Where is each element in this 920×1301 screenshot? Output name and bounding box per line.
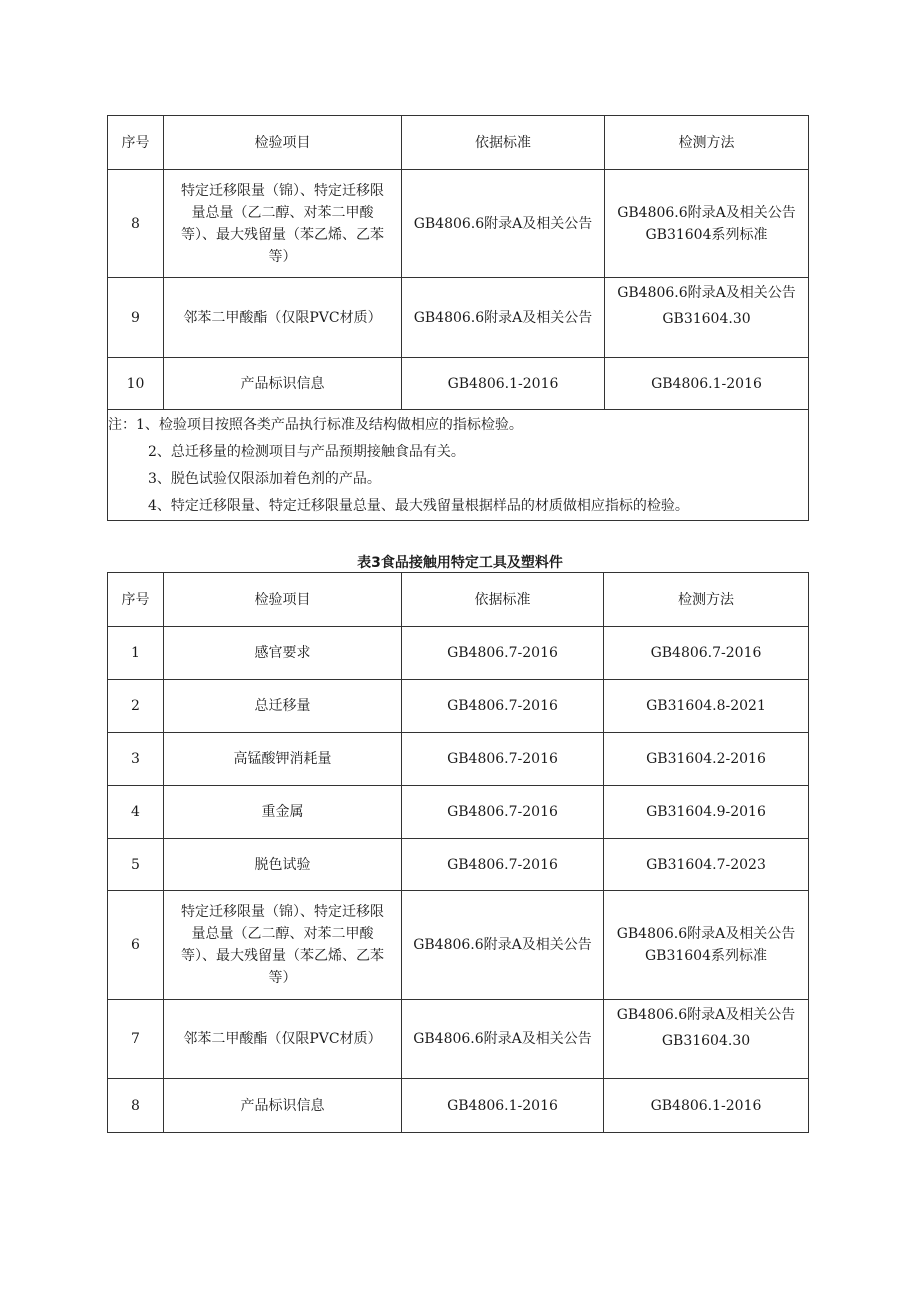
- inspection-table-2: [107, 572, 809, 1133]
- header-standard: 依据标准: [402, 573, 604, 627]
- row-method: GB4806.6附录A及相关公告 GB31604系列标准: [605, 170, 809, 278]
- row-no: 9: [108, 278, 164, 358]
- row-item: 脱色试验: [164, 839, 402, 891]
- table-header-row: [108, 116, 809, 170]
- row-standard: GB4806.1-2016: [402, 1079, 604, 1133]
- row-method: GB31604.7-2023: [604, 839, 809, 891]
- row-item: 高锰酸钾消耗量: [164, 733, 402, 786]
- row-no: 8: [108, 1079, 164, 1133]
- row-method: GB31604.9-2016: [604, 786, 809, 839]
- note-line: 注：1、检验项目按照各类产品执行标准及结构做相应的指标检验。: [108, 417, 523, 433]
- table-row: [108, 170, 809, 278]
- row-no: 1: [108, 627, 164, 680]
- notes-cell: [108, 410, 809, 521]
- row-method: GB31604.8-2021: [604, 680, 809, 733]
- row-standard: GB4806.7-2016: [402, 786, 604, 839]
- row-method: GB4806.6附录A及相关公告 GB31604.30: [604, 1000, 809, 1079]
- row-standard: GB4806.7-2016: [402, 627, 604, 680]
- table-row: [108, 891, 809, 1000]
- row-no: 6: [108, 891, 164, 1000]
- inspection-table-1: [107, 115, 809, 521]
- row-item: 产品标识信息: [164, 1079, 402, 1133]
- table-caption: 表3食品接触用特定工具及塑料件: [357, 555, 563, 571]
- row-item: 邻苯二甲酸酯（仅限PVC材质）: [164, 278, 402, 358]
- row-standard: GB4806.7-2016: [402, 839, 604, 891]
- row-no: 2: [108, 680, 164, 733]
- note-line: 2、总迁移量的检测项目与产品预期接触食品有关。: [148, 444, 465, 460]
- note-line: 4、特定迁移限量、特定迁移限量总量、最大残留量根据样品的材质做相应指标的检验。: [148, 498, 689, 514]
- header-item: 检验项目: [164, 116, 402, 170]
- row-standard: GB4806.6附录A及相关公告: [402, 170, 605, 278]
- row-standard: GB4806.7-2016: [402, 733, 604, 786]
- row-method: GB4806.6附录A及相关公告 GB31604系列标准: [604, 891, 809, 1000]
- table-row: [108, 278, 809, 358]
- header-no: 序号: [108, 573, 164, 627]
- row-standard: GB4806.1-2016: [402, 358, 605, 410]
- row-item: 产品标识信息: [164, 358, 402, 410]
- table-row: [108, 786, 809, 839]
- row-standard: GB4806.6附录A及相关公告: [402, 891, 604, 1000]
- table-row: [108, 1079, 809, 1133]
- row-standard: GB4806.6附录A及相关公告: [402, 278, 605, 358]
- table-row: [108, 733, 809, 786]
- row-method: GB31604.2-2016: [604, 733, 809, 786]
- header-item: 检验项目: [164, 573, 402, 627]
- header-method: 检测方法: [604, 573, 809, 627]
- row-item: 特定迁移限量（锦）、特定迁移限 量总量（乙二醇、对苯二甲酸 等）、最大残留量（苯乙烯、乙苯 等）: [164, 891, 402, 1000]
- table-row: [108, 680, 809, 733]
- row-no: 5: [108, 839, 164, 891]
- row-item: 感官要求: [164, 627, 402, 680]
- row-no: 4: [108, 786, 164, 839]
- row-item: 邻苯二甲酸酯（仅限PVC材质）: [164, 1000, 402, 1079]
- row-method: GB4806.6附录A及相关公告 GB31604.30: [605, 278, 809, 358]
- row-item: 总迁移量: [164, 680, 402, 733]
- row-standard: GB4806.7-2016: [402, 680, 604, 733]
- row-method: GB4806.7-2016: [604, 627, 809, 680]
- table-header-row: [108, 573, 809, 627]
- row-no: 3: [108, 733, 164, 786]
- row-no: 7: [108, 1000, 164, 1079]
- header-method: 检测方法: [605, 116, 809, 170]
- row-item: 重金属: [164, 786, 402, 839]
- row-no: 8: [108, 170, 164, 278]
- header-standard: 依据标准: [402, 116, 605, 170]
- note-line: 3、脱色试验仅限添加着色剂的产品。: [148, 471, 381, 487]
- row-standard: GB4806.6附录A及相关公告: [402, 1000, 604, 1079]
- notes-row: [108, 410, 809, 521]
- table-row: [108, 839, 809, 891]
- table-row: [108, 358, 809, 410]
- row-no: 10: [108, 358, 164, 410]
- table-row: [108, 627, 809, 680]
- header-no: 序号: [108, 116, 164, 170]
- row-method: GB4806.1-2016: [604, 1079, 809, 1133]
- table-row: [108, 1000, 809, 1079]
- row-item: 特定迁移限量（锦）、特定迁移限 量总量（乙二醇、对苯二甲酸 等）、最大残留量（苯乙烯、乙苯 等）: [164, 170, 402, 278]
- row-method: GB4806.1-2016: [605, 358, 809, 410]
